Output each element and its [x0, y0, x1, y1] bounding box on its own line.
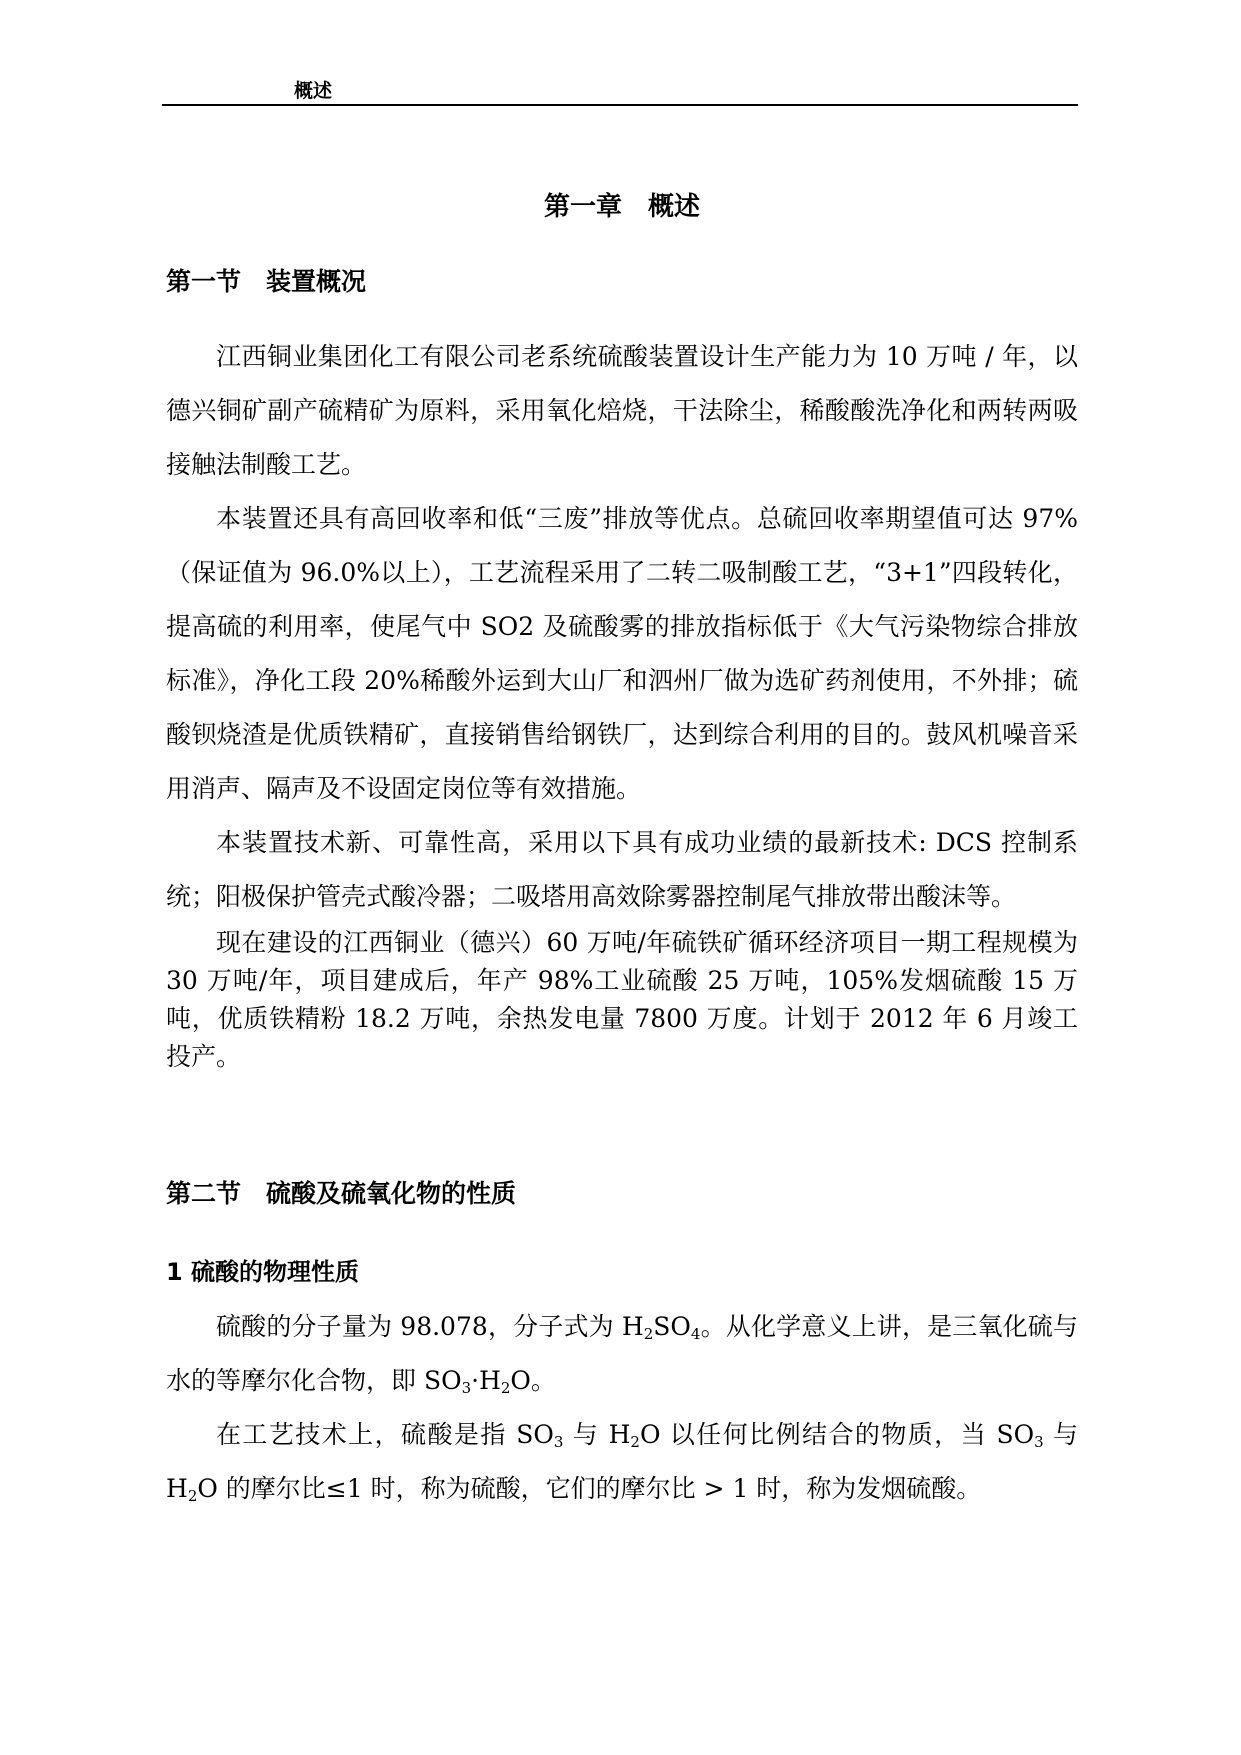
- subsection-title: 1 硫酸的物理性质: [166, 1258, 360, 1286]
- header-rule: [162, 104, 1078, 106]
- section1-body: [166, 330, 1078, 1076]
- paragraph: 硫酸的分子量为 98.078，分子式为 $H_2SO_4$。从化学意义上讲，是三氧化硫与水的等摩尔化合物，即 $SO_3\cdot H_2O$。: [166, 1312, 1078, 1397]
- section2-title: 第二节 硫酸及硫氧化物的性质: [166, 1179, 517, 1208]
- paragraph: 江西铜业集团化工有限公司老系统硫酸装置设计生产能力为 10 万吨 / 年，以德兴铜矿副产硫精矿为原料，采用氧化焙烧，干法除尘，稀酸酸洗净化和两转两吸接触法制酸工艺。: [166, 342, 1078, 479]
- section2-body: [166, 1300, 1078, 1516]
- section1-title: 第一节 装置概况: [166, 267, 367, 296]
- paragraph: 现在建设的江西铜业（德兴）60 万吨/年硫铁矿循环经济项目一期工程规模为 30 万吨/年，项目建成后，年产 98%工业硫酸 25 万吨，105%发烟硫酸 15 万吨，优质铁精粉 18.2 万吨，余热发电量 7800 万度。计划于 2012 年 6 月竣工投产。: [166, 928, 1078, 1071]
- paragraph: 本装置技术新、可靠性高，采用以下具有成功业绩的最新技术: DCS 控制系统；阳极保护管壳式酸冷器；二吸塔用高效除雾器控制尾气排放带出酸沫等。: [166, 828, 1078, 911]
- paragraph: 在工艺技术上，硫酸是指 $SO_3$ 与 $H_2O$ 以任何比例结合的物质，当 $SO_3$ 与 $H_2O$ 的摩尔比≤1 时，称为硫酸，它们的摩尔比 > 1 时，称为发烟硫酸。: [166, 1420, 1079, 1505]
- paragraph: 本装置还具有高回收率和低“三废”排放等优点。总硫回收率期望值可达 97%（保证值为 96.0%以上），工艺流程采用了二转二吸制酸工艺，“3+1”四段转化，提高硫的利用率，使尾气中 SO2 及硫酸雾的排放指标低于《大气污染物综合排放标准》，净化工段 20%稀酸外运到大山厂和泗州厂做为选矿药剂使用，不外排；硫酸钡烧渣是优质铁精矿，直接销售给钢铁厂，达到综合利用的目的。鼓风机噪音采用消声、隔声及不设固定岗位等有效措施。: [166, 504, 1078, 803]
- chapter-title: 第一章 概述: [543, 192, 700, 222]
- running-header: 概述: [294, 80, 333, 102]
